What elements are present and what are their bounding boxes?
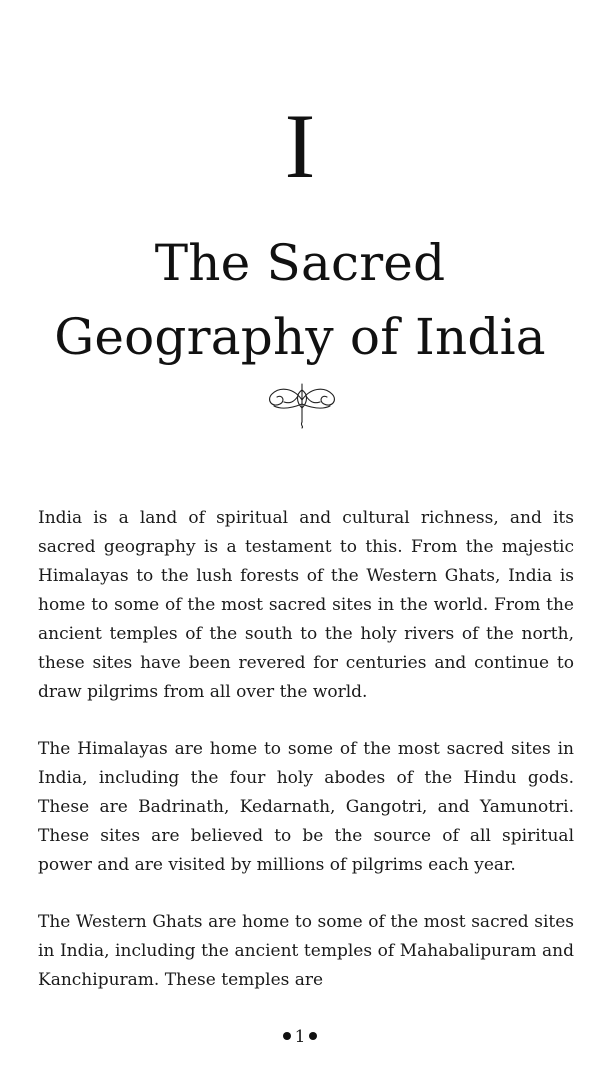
page-number-text: 1 <box>294 1027 306 1047</box>
bullet-right-icon <box>309 1032 317 1040</box>
chapter-numeral: I <box>284 95 316 197</box>
fleuron-ornament-icon <box>262 378 342 430</box>
paragraph-1: India is a land of spiritual and cultural richness, and its sacred geography is a testament to this. From the majestic Himalayas to the lush forests of the Western Ghats, India is home to some of the most sacred sites in the world. From the ancient temples of the south to the holy rivers of the north, these sites have been revered for centuries and continue to draw pilgrims from all over the world. <box>38 508 574 702</box>
paragraph-2: The Himalayas are home to some of the most sacred sites in India, including the four holy abodes of the Hindu gods. These are Badrinath, Kedarnath, Gangotri, and Yamunotri. These sites are believed to be the source of all spiritual power and are visited by millions of pilgrims each year. <box>38 739 574 875</box>
chapter-title-line-1: The Sacred <box>154 234 446 292</box>
body-text <box>38 504 574 995</box>
paragraph-3: The Western Ghats are home to some of the most sacred sites in India, including the ancient temples of Mahabalipuram and Kanchipuram. These temples are <box>38 912 574 990</box>
chapter-title <box>0 226 600 374</box>
chapter-title-line-2: Geography of India <box>54 308 546 366</box>
page-number <box>0 1025 600 1049</box>
bullet-left-icon <box>283 1032 291 1040</box>
